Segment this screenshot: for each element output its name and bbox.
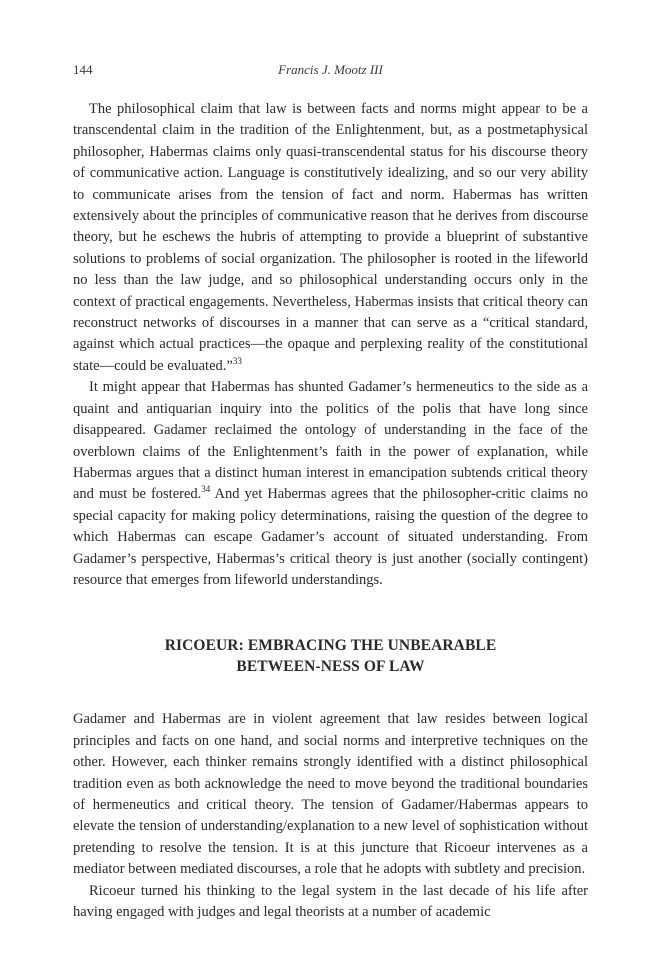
running-title: Francis J. Mootz III — [278, 62, 383, 77]
page-number: 144 — [73, 62, 93, 77]
paragraph-habermas-claim — [73, 99, 588, 377]
section-heading — [73, 635, 588, 677]
paragraph-text: The philosophical claim that law is between facts and norms might appear to be a transcendental claim in the tradition of the Enlightenment, but, as a postmetaphysical philosopher, Habermas claims only quasi-transcendental status for his discourse theory of communicative action. Language is constitutively idealizing, and so our very ability to communicate arises from the tension of fact and norm. Habermas has written extensively about the principles of communicative reason that he derives from discourse theory, but he eschews the hubris of attempting to provide a blueprint of substantive solutions to problems of social organization. The philosopher is rooted in the lifeworld no less than the law judge, and so philosophical understanding occurs only in the context of practical engagements. Nevertheless, Habermas insists that critical theory can reconstruct networks of discourses in a manner that can serve as a “critical standard, against which actual practices—the opaque and perplexing reality of the constitutional state—could be evaluated.” — [73, 101, 588, 374]
footnote-ref-34[interactable]: 34 — [201, 484, 211, 495]
section-heading-line-1: RICOEUR: EMBRACING THE UNBEARABLE — [164, 637, 497, 655]
paragraph-violent-agreement: Gadamer and Habermas are in violent agreement that law resides between logical principles and facts on one hand, and social norms and interpretive techniques on the other. However, each thinker remains strongly identified with a distinct philosophical tradition even as both acknowledge the need to move beyond the traditional boundaries of hermeneutics and critical theory. The tension of Gadamer/Habermas appears to elevate the tension of understanding/explanation to a new level of sophistication without pretending to resolve the tension. It is at this juncture that Ricoeur intervenes as a mediator between mediated discourses, a role that he adopts with subtlety and precision. — [73, 711, 588, 878]
paragraph-ricoeur-legal: Ricoeur turned his thinking to the legal system in the last decade of his life after having engaged with judges and legal theorists at a number of academic — [73, 882, 588, 920]
running-header — [73, 62, 588, 84]
body-text — [73, 99, 588, 923]
paragraph-gadamer-habermas — [73, 377, 588, 591]
paragraph-text: It might appear that Habermas has shunted Gadamer’s hermeneutics to the side as a quaint and antiquarian inquiry into the politics of the polis that have long since disappeared. Gadamer reclaimed the ontology of understanding in the face of the overblown claims of the Enlightenment’s faith in the power of explanation, while Habermas argues that a distinct human interest in emancipation subtends critical theory and must be fostered. — [73, 379, 588, 503]
paragraph-text-continued: And yet Habermas agrees that the philosopher-critic claims no special capacity for making policy determinations, raising the question of the degree to which Habermas can escape Gadamer’s account of situated understanding. From Gadamer’s perspective, Habermas’s critical theory is just another (socially contingent) resource that emerges from lifeworld understandings. — [73, 486, 588, 588]
footnote-ref-33[interactable]: 33 — [232, 356, 242, 367]
section-heading-line-2: BETWEEN-NESS OF LAW — [236, 658, 425, 676]
page-content — [73, 62, 588, 923]
